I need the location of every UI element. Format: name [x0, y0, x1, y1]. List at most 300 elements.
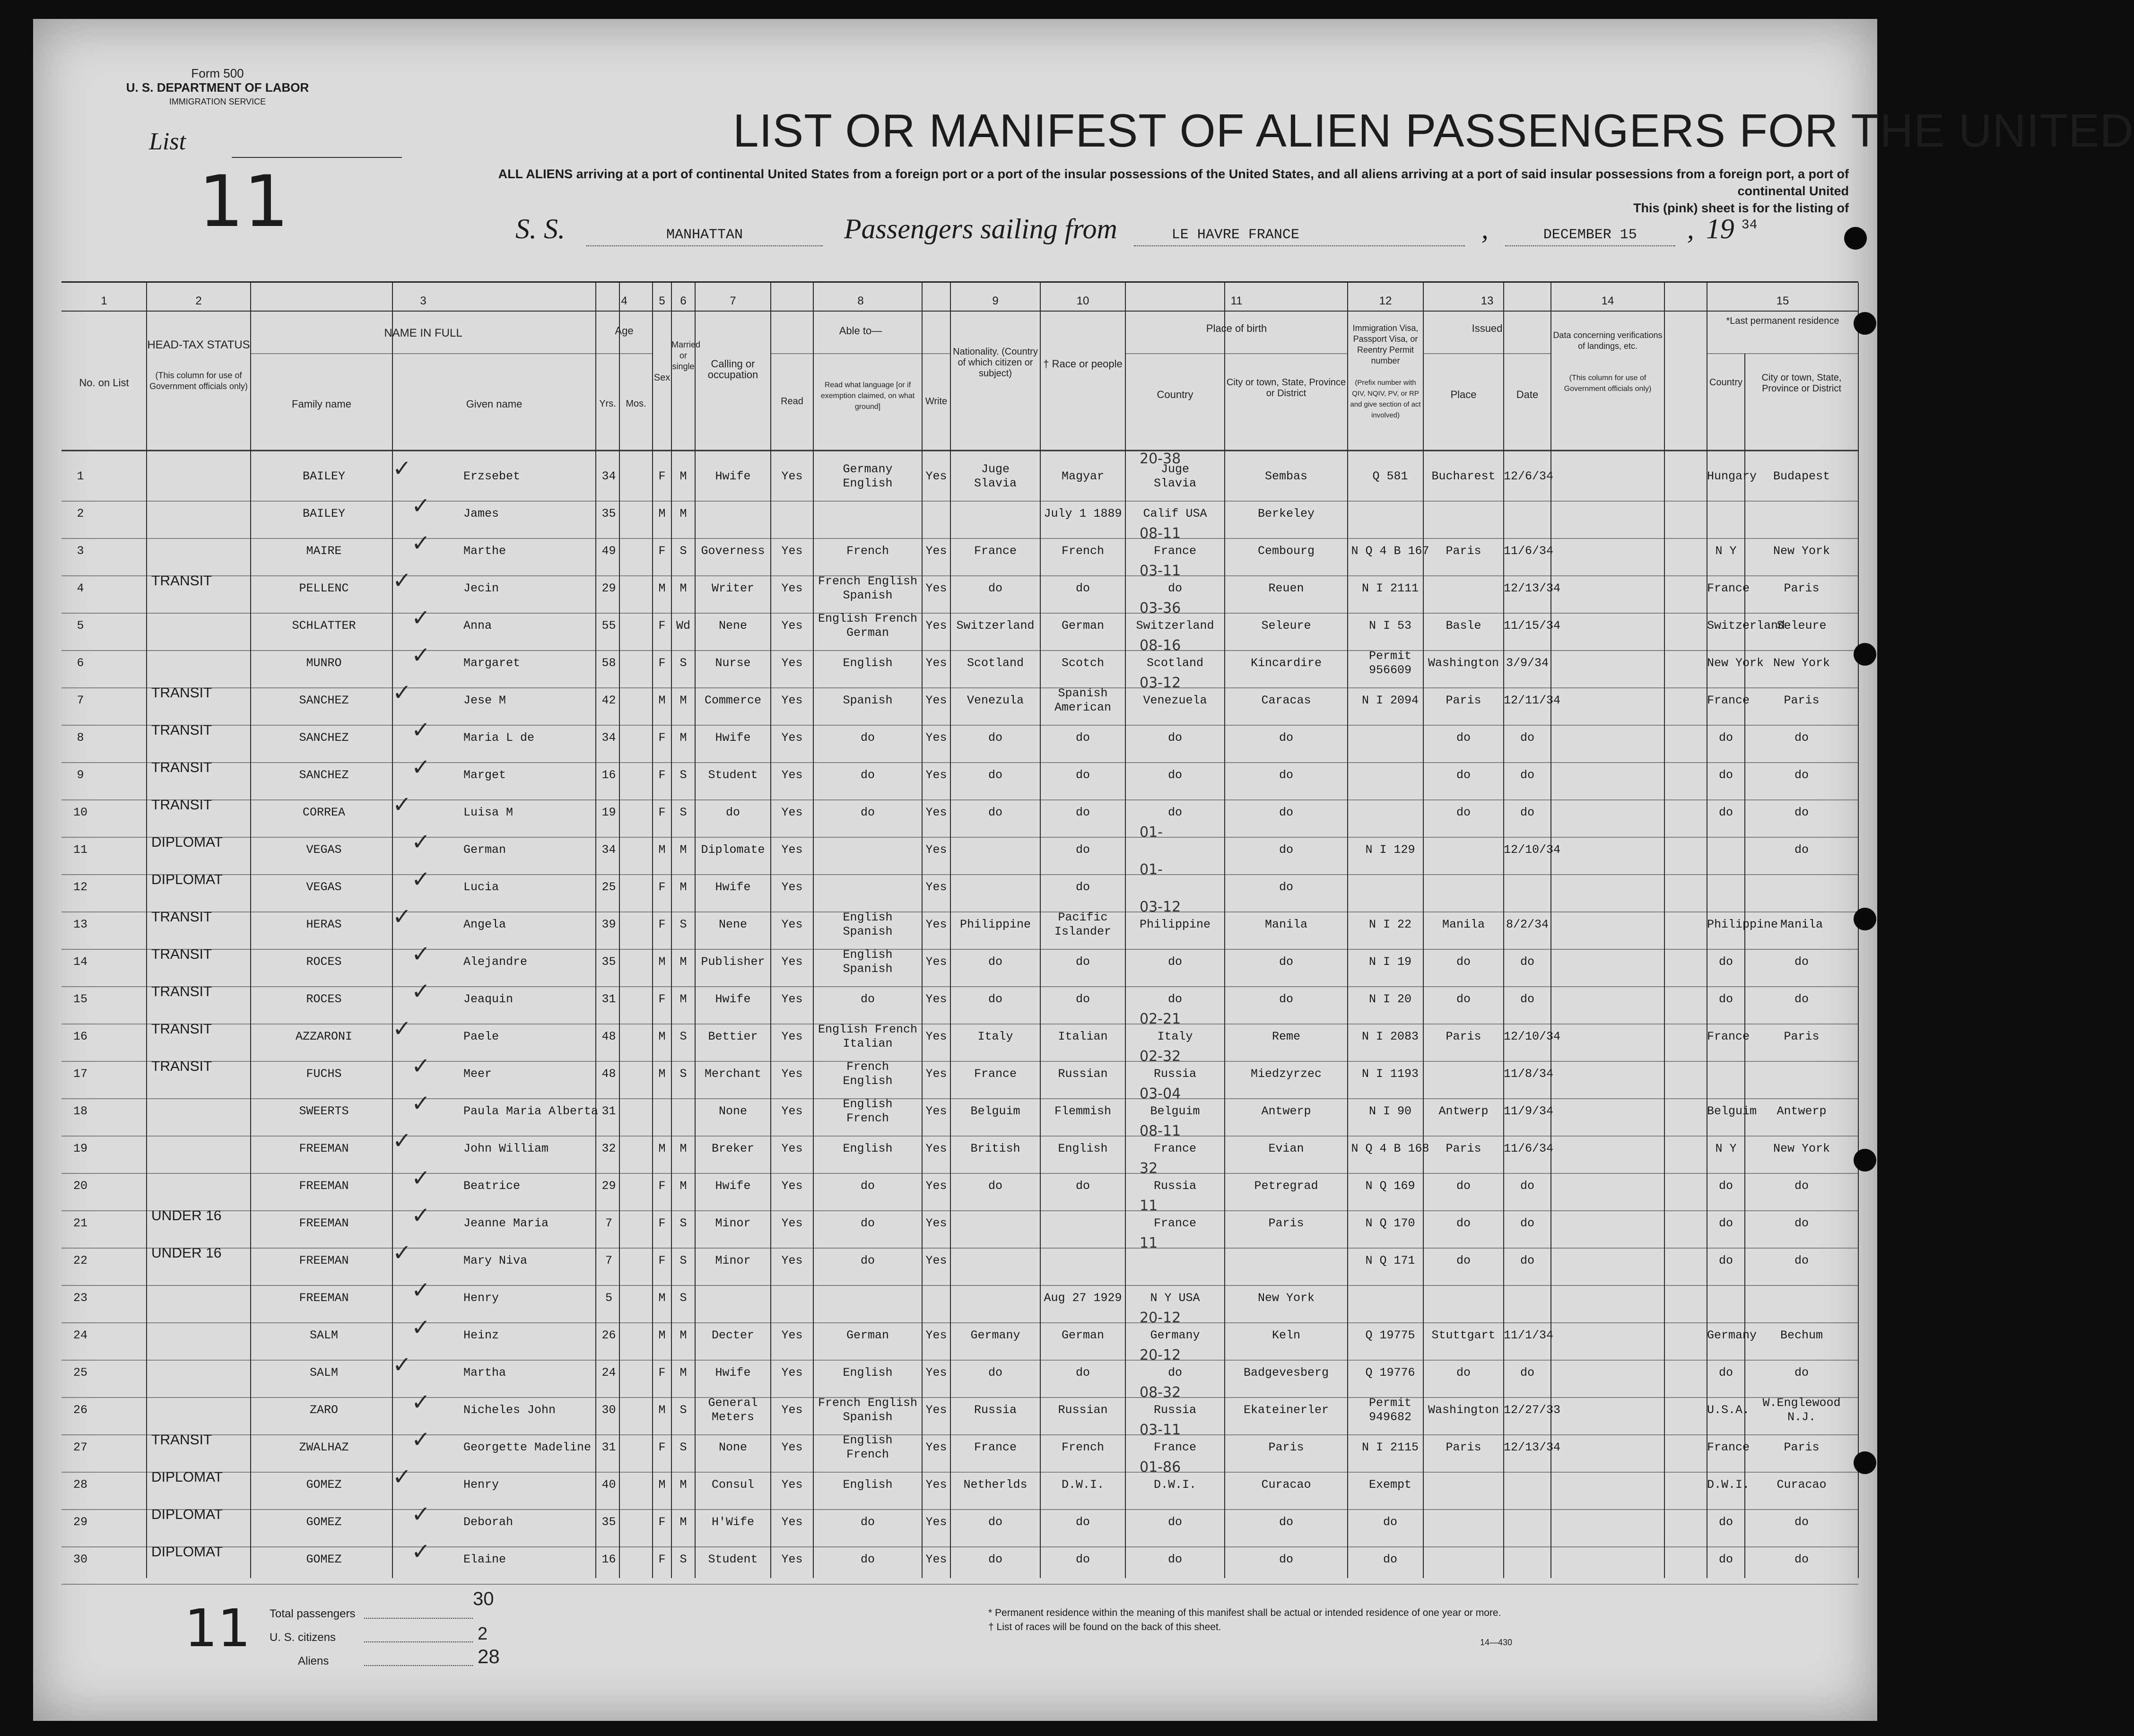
race: do: [1075, 1366, 1090, 1380]
family-name: FREEMAN: [299, 1291, 349, 1305]
birth-country: France: [1153, 544, 1196, 558]
visa-number: N I 20: [1368, 992, 1411, 1006]
race: Russian: [1058, 1067, 1108, 1081]
calling: Hwife: [715, 880, 751, 894]
able-read: Yes: [781, 656, 803, 670]
visa-number: N I 129: [1365, 843, 1415, 857]
read-language: do: [860, 1216, 875, 1230]
nationality: Italy: [977, 1030, 1013, 1043]
calling: Diplomate: [701, 843, 765, 857]
birth-country: Russia: [1153, 1067, 1196, 1081]
residence-city: do: [1794, 731, 1809, 745]
row-number: 22: [73, 1254, 87, 1267]
form-code: 14—430: [1480, 1638, 1513, 1647]
handwritten-code: 01-86: [1140, 1459, 1181, 1476]
issued-date: do: [1520, 1254, 1534, 1267]
sex: F: [658, 992, 666, 1006]
able-read: Yes: [781, 1104, 803, 1118]
manifest-sheet: [33, 19, 2134, 1721]
birth-country: Russia: [1153, 1179, 1196, 1193]
sex: F: [658, 469, 666, 483]
nationality: Scotland: [967, 656, 1024, 670]
issued-date: 12/27/33: [1504, 1403, 1561, 1417]
nationality: do: [988, 1366, 1002, 1380]
calling: Hwife: [715, 992, 751, 1006]
able-read: Yes: [781, 1515, 803, 1529]
able-write: Yes: [925, 544, 947, 558]
head-tax-status-stamp: DIPLOMAT: [151, 872, 223, 887]
total-passengers-line: [364, 1618, 473, 1619]
given-name: Heinz: [463, 1328, 499, 1342]
row-number: 2: [77, 507, 84, 521]
sex: M: [658, 1328, 666, 1342]
calling: None: [718, 1441, 747, 1454]
handwritten-code: 08-11: [1140, 525, 1181, 542]
birth-country: Juge Slavia: [1153, 462, 1196, 490]
checkmark-icon: ✓: [411, 1426, 431, 1453]
birth-city: do: [1279, 731, 1293, 745]
visa-number: N Q 170: [1365, 1216, 1415, 1230]
header-family-name: Family name: [292, 398, 351, 410]
family-name: SANCHEZ: [299, 694, 349, 707]
age-years: 16: [601, 1553, 616, 1566]
footer-list-number: 11: [184, 1598, 251, 1658]
row-number: 3: [77, 544, 84, 558]
given-name: Lucia: [463, 880, 499, 894]
issued-date: 12/11/34: [1504, 694, 1561, 707]
issued-place: Manila: [1442, 918, 1485, 931]
birth-country: Calif USA: [1143, 507, 1207, 521]
sex: M: [658, 1030, 666, 1043]
issued-place: do: [1456, 1216, 1471, 1230]
birth-country: France: [1153, 1142, 1196, 1155]
given-name: Jecin: [463, 582, 499, 595]
age-years: 24: [601, 1366, 616, 1380]
issued-date: do: [1520, 731, 1534, 745]
race: do: [1075, 731, 1090, 745]
header-birth-city: City or town, State, Province or District: [1226, 377, 1346, 399]
able-read: Yes: [781, 992, 803, 1006]
head-tax-status-stamp: UNDER 16: [151, 1208, 222, 1224]
sex: M: [658, 582, 666, 595]
header-write: Write: [925, 396, 948, 407]
head-tax-status-stamp: DIPLOMAT: [151, 1507, 223, 1522]
able-write: Yes: [925, 955, 947, 969]
able-read: Yes: [781, 544, 803, 558]
issued-date: do: [1520, 1179, 1534, 1193]
form-header-block: [123, 66, 312, 109]
able-write: Yes: [925, 806, 947, 819]
age-years: 30: [601, 1403, 616, 1417]
residence-country: France: [1707, 1030, 1750, 1043]
header-visa: Immigration Visa, Passport Visa, or Reentry Permit number: [1352, 323, 1419, 365]
age-years: 39: [601, 918, 616, 931]
residence-city: do: [1794, 955, 1809, 969]
sex: F: [658, 544, 666, 558]
read-language: English Spanish: [843, 911, 893, 938]
handwritten-code: 11: [1140, 1235, 1158, 1251]
checkmark-icon: ✓: [411, 941, 431, 967]
read-language: Germany English: [843, 462, 893, 490]
row-number: 14: [73, 955, 87, 969]
sex: F: [658, 1441, 666, 1454]
birth-city: do: [1279, 992, 1293, 1006]
able-write: Yes: [925, 469, 947, 483]
nationality: France: [974, 1067, 1017, 1081]
residence-country: do: [1718, 731, 1733, 745]
birth-city: Paris: [1268, 1216, 1304, 1230]
head-tax-status-stamp: TRANSIT: [151, 760, 212, 775]
family-name: ZARO: [309, 1403, 338, 1417]
visa-number: do: [1383, 1515, 1397, 1529]
birth-city: Reme: [1272, 1030, 1300, 1043]
checkmark-icon: ✓: [411, 605, 431, 631]
calling: Hwife: [715, 469, 751, 483]
subtitle-line-2: This (pink) sheet is for the listing of: [1633, 201, 1849, 215]
residence-country: U.S.A.: [1707, 1403, 1750, 1417]
able-read: Yes: [781, 1179, 803, 1193]
nationality: do: [988, 1515, 1002, 1529]
family-name: SANCHEZ: [299, 731, 349, 745]
nationality: Belguim: [970, 1104, 1020, 1118]
calling: Nene: [718, 619, 747, 633]
race: July 1 1889: [1044, 507, 1122, 521]
header-issued-date: Date: [1516, 389, 1539, 400]
residence-city: Bechum: [1780, 1328, 1823, 1342]
able-write: Yes: [925, 1403, 947, 1417]
header-last-residence: *Last permanent residence: [1726, 316, 1839, 326]
sailing-line: S. S. MANHATTAN Passengers sailing from LE HAVRE FRANCE , DECEMBER 15 , 19 $^{34}$: [515, 213, 1757, 246]
column-number: 9: [992, 295, 999, 307]
birth-city: Berkeley: [1257, 507, 1315, 521]
able-write: Yes: [925, 768, 947, 782]
able-read: Yes: [781, 806, 803, 819]
residence-city: do: [1794, 1553, 1809, 1566]
issued-place: do: [1456, 992, 1471, 1006]
birth-city: Keln: [1272, 1328, 1300, 1342]
residence-country: Switzerland: [1707, 619, 1786, 633]
given-name: Jeanne Maria: [463, 1216, 549, 1230]
able-write: Yes: [925, 1142, 947, 1155]
binder-hole: [1854, 643, 1876, 666]
age-years: 48: [601, 1030, 616, 1043]
family-name: ROCES: [306, 955, 342, 969]
issued-date: do: [1520, 1216, 1534, 1230]
sex: M: [658, 1067, 666, 1081]
handwritten-code: 08-16: [1140, 637, 1181, 654]
issued-place: do: [1456, 955, 1471, 969]
given-name: Mary Niva: [463, 1254, 528, 1267]
able-write: Yes: [925, 1328, 947, 1342]
age-years: 40: [601, 1478, 616, 1492]
header-race: † Race or people: [1043, 358, 1123, 370]
calling: Nene: [718, 918, 747, 931]
married-single: M: [679, 582, 687, 595]
able-write: Yes: [925, 1216, 947, 1230]
race: German: [1061, 1328, 1104, 1342]
checkmark-icon: ✓: [411, 642, 431, 668]
given-name: Martha: [463, 1366, 506, 1380]
able-read: Yes: [781, 880, 803, 894]
family-name: VEGAS: [306, 843, 342, 857]
document-title: LIST OR MANIFEST OF ALIEN PASSENGERS FOR THE UNITED: [733, 104, 2134, 156]
age-years: 16: [601, 768, 616, 782]
able-write: Yes: [925, 1441, 947, 1454]
given-name: Elaine: [463, 1553, 506, 1566]
issued-place: do: [1456, 768, 1471, 782]
able-read: Yes: [781, 1403, 803, 1417]
checkmark-icon: ✓: [411, 754, 431, 781]
read-language: French: [846, 544, 889, 558]
given-name: Angela: [463, 918, 506, 931]
head-tax-status-stamp: TRANSIT: [151, 685, 212, 701]
family-name: SANCHEZ: [299, 768, 349, 782]
issued-place: do: [1456, 1254, 1471, 1267]
nationality: Juge Slavia: [974, 462, 1017, 490]
able-read: Yes: [781, 768, 803, 782]
family-name: MAIRE: [306, 544, 342, 558]
birth-city: do: [1279, 955, 1293, 969]
document-subtitle: [440, 165, 1849, 217]
checkmark-icon: ✓: [411, 1389, 431, 1415]
read-language: do: [860, 731, 875, 745]
visa-number: Permit 956609: [1368, 649, 1411, 677]
given-name: Georgette Madeline: [463, 1441, 592, 1454]
race: do: [1075, 582, 1090, 595]
family-name: SALM: [309, 1366, 338, 1380]
header-head-tax: HEAD-TAX STATUS: [147, 339, 250, 351]
row-number: 21: [73, 1216, 87, 1230]
married-single: M: [679, 1328, 687, 1342]
read-language: Spanish: [843, 694, 893, 707]
visa-number: N I 19: [1368, 955, 1411, 969]
residence-city: New York: [1773, 1142, 1830, 1155]
married-single: S: [679, 656, 687, 670]
age-years: 31: [601, 1441, 616, 1454]
header-visa-note: (Prefix number with QIV, NQIV, PV, or RP and give section of act involved): [1350, 379, 1421, 419]
birth-country: Russia: [1153, 1403, 1196, 1417]
column-number: 5: [659, 295, 665, 307]
birth-city: Cembourg: [1257, 544, 1315, 558]
residence-country: do: [1718, 1254, 1733, 1267]
column-number: 14: [1601, 295, 1614, 307]
able-read: Yes: [781, 1142, 803, 1155]
given-name: Erzsebet: [463, 469, 521, 483]
head-tax-status-stamp: TRANSIT: [151, 797, 212, 813]
race: Russian: [1058, 1403, 1108, 1417]
checkmark-icon: ✓: [411, 1277, 431, 1303]
row-number: 10: [73, 806, 87, 819]
total-passengers-value: 30: [473, 1588, 494, 1609]
birth-country: do: [1167, 806, 1182, 819]
given-name: Margaret: [463, 656, 521, 670]
visa-number: Q 19775: [1365, 1328, 1415, 1342]
residence-city: Paris: [1784, 1441, 1820, 1454]
residence-city: Manila: [1780, 918, 1823, 931]
header-no-on-list: No. on List: [79, 377, 129, 389]
residence-city: do: [1794, 1515, 1809, 1529]
nationality: Philippine: [959, 918, 1031, 931]
checkmark-icon: ✓: [392, 903, 412, 930]
family-name: GOMEZ: [306, 1553, 342, 1566]
row-number: 30: [73, 1553, 87, 1566]
residence-city: Paris: [1784, 582, 1820, 595]
race: Flemmish: [1054, 1104, 1112, 1118]
calling: General Meters: [708, 1396, 758, 1424]
manifest-footer: [61, 1588, 1858, 1707]
family-name: ROCES: [306, 992, 342, 1006]
sex: F: [658, 731, 666, 745]
family-name: SALM: [309, 1328, 338, 1342]
residence-city: Curacao: [1777, 1478, 1827, 1492]
read-language: French English Spanish: [818, 1396, 918, 1424]
able-read: Yes: [781, 843, 803, 857]
able-write: Yes: [925, 731, 947, 745]
header-name-in-full: NAME IN FULL: [384, 327, 462, 339]
married-single: M: [679, 507, 687, 521]
race: do: [1075, 768, 1090, 782]
able-read: Yes: [781, 918, 803, 931]
residence-city: do: [1794, 1179, 1809, 1193]
birth-country: Philippine: [1139, 918, 1211, 931]
married-single: S: [679, 768, 687, 782]
birth-country: N Y USA: [1150, 1291, 1200, 1305]
issued-date: 3/9/34: [1506, 656, 1549, 670]
nationality: Netherlds: [963, 1478, 1028, 1492]
read-language: English French German: [818, 612, 918, 640]
aliens-line: [364, 1665, 473, 1666]
visa-number: do: [1383, 1553, 1397, 1566]
birth-country: Belguim: [1150, 1104, 1200, 1118]
residence-city: Paris: [1784, 1030, 1820, 1043]
issued-date: 11/9/34: [1504, 1104, 1554, 1118]
race: Aug 27 1929: [1044, 1291, 1122, 1305]
race: Italian: [1058, 1030, 1108, 1043]
calling: Publisher: [701, 955, 765, 969]
row-number: 11: [73, 843, 87, 857]
nationality: British: [970, 1142, 1020, 1155]
residence-city: do: [1794, 1254, 1809, 1267]
checkmark-icon: ✓: [392, 791, 412, 818]
row-number: 26: [73, 1403, 87, 1417]
visa-number: Q 19776: [1365, 1366, 1415, 1380]
checkmark-icon: ✓: [411, 530, 431, 556]
row-number: 27: [73, 1441, 87, 1454]
age-years: 55: [601, 619, 616, 633]
head-tax-status-stamp: TRANSIT: [151, 909, 212, 925]
handwritten-code: 01-: [1140, 824, 1163, 841]
race: do: [1075, 992, 1090, 1006]
married-single: Wd: [676, 619, 690, 633]
family-name: VEGAS: [306, 880, 342, 894]
birth-city: Ekateinerler: [1243, 1403, 1329, 1417]
nationality: do: [988, 1179, 1002, 1193]
issued-date: do: [1520, 955, 1534, 969]
issued-place: Bucharest: [1431, 469, 1496, 483]
birth-country: do: [1167, 582, 1182, 595]
able-read: Yes: [781, 1254, 803, 1267]
row-number: 25: [73, 1366, 87, 1380]
family-name: SCHLATTER: [292, 619, 356, 633]
age-years: 7: [605, 1216, 612, 1230]
issued-date: 11/6/34: [1504, 1142, 1554, 1155]
able-write: Yes: [925, 1366, 947, 1380]
checkmark-icon: ✓: [411, 1202, 431, 1229]
head-tax-status-stamp: TRANSIT: [151, 722, 212, 738]
visa-number: N Q 169: [1365, 1179, 1415, 1193]
issued-place: Basle: [1446, 619, 1481, 633]
header-data-note: (This column for use of Government officials only): [1564, 374, 1652, 393]
sex: M: [658, 1291, 666, 1305]
read-language: do: [860, 992, 875, 1006]
issued-place: Stuttgart: [1431, 1328, 1496, 1342]
us-citizens-label: U. S. citizens: [270, 1631, 336, 1644]
issued-date: 12/13/34: [1504, 582, 1561, 595]
row-number: 9: [77, 768, 84, 782]
married-single: S: [679, 1030, 687, 1043]
handwritten-code: 03-11: [1140, 563, 1181, 579]
family-name: FUCHS: [306, 1067, 342, 1081]
birth-city: do: [1279, 1553, 1293, 1566]
able-write: Yes: [925, 619, 947, 633]
read-language: English: [843, 1478, 893, 1492]
sex: F: [658, 918, 666, 931]
race: D.W.I.: [1061, 1478, 1104, 1492]
birth-city: Petregrad: [1254, 1179, 1318, 1193]
calling: Minor: [715, 1254, 751, 1267]
married-single: S: [679, 1216, 687, 1230]
visa-number: Exempt: [1368, 1478, 1411, 1492]
calling: Governess: [701, 544, 765, 558]
married-single: S: [679, 1291, 687, 1305]
date-field: [1505, 213, 1675, 246]
residence-country: Germany: [1707, 1328, 1757, 1342]
footnote-residence: * Permanent residence within the meaning of this manifest shall be actual or intended residence of one year or more.: [988, 1607, 1501, 1618]
race: do: [1075, 1553, 1090, 1566]
sex: M: [658, 1478, 666, 1492]
married-single: S: [679, 918, 687, 931]
issued-place: Paris: [1446, 544, 1481, 558]
birth-city: Caracas: [1261, 694, 1311, 707]
header-sex: Sex: [653, 373, 671, 383]
residence-country: do: [1718, 955, 1733, 969]
year-value: 34: [1741, 218, 1758, 233]
footnote-races: † List of races will be found on the back of this sheet.: [988, 1622, 1221, 1632]
residence-city: do: [1794, 806, 1809, 819]
able-read: Yes: [781, 469, 803, 483]
residence-city: W.Englewood N.J.: [1762, 1396, 1841, 1424]
row-number: 12: [73, 880, 87, 894]
residence-country: Philippine: [1707, 918, 1778, 931]
issued-date: 11/1/34: [1504, 1328, 1554, 1342]
issued-place: Antwerp: [1438, 1104, 1489, 1118]
residence-city: Antwerp: [1777, 1104, 1827, 1118]
birth-country: Germany: [1150, 1328, 1200, 1342]
handwritten-code: 20-12: [1140, 1347, 1181, 1363]
age-years: 7: [605, 1254, 612, 1267]
residence-city: New York: [1773, 656, 1830, 670]
row-number: 19: [73, 1142, 87, 1155]
issued-place: Washington: [1428, 656, 1499, 670]
sex: F: [658, 1553, 666, 1566]
given-name: John William: [463, 1142, 549, 1155]
column-number: 3: [420, 295, 427, 307]
age-years: 34: [601, 843, 616, 857]
checkmark-icon: ✓: [411, 866, 431, 893]
read-language: German: [846, 1328, 889, 1342]
given-name: Luisa M: [463, 806, 514, 819]
row-number: 13: [73, 918, 87, 931]
